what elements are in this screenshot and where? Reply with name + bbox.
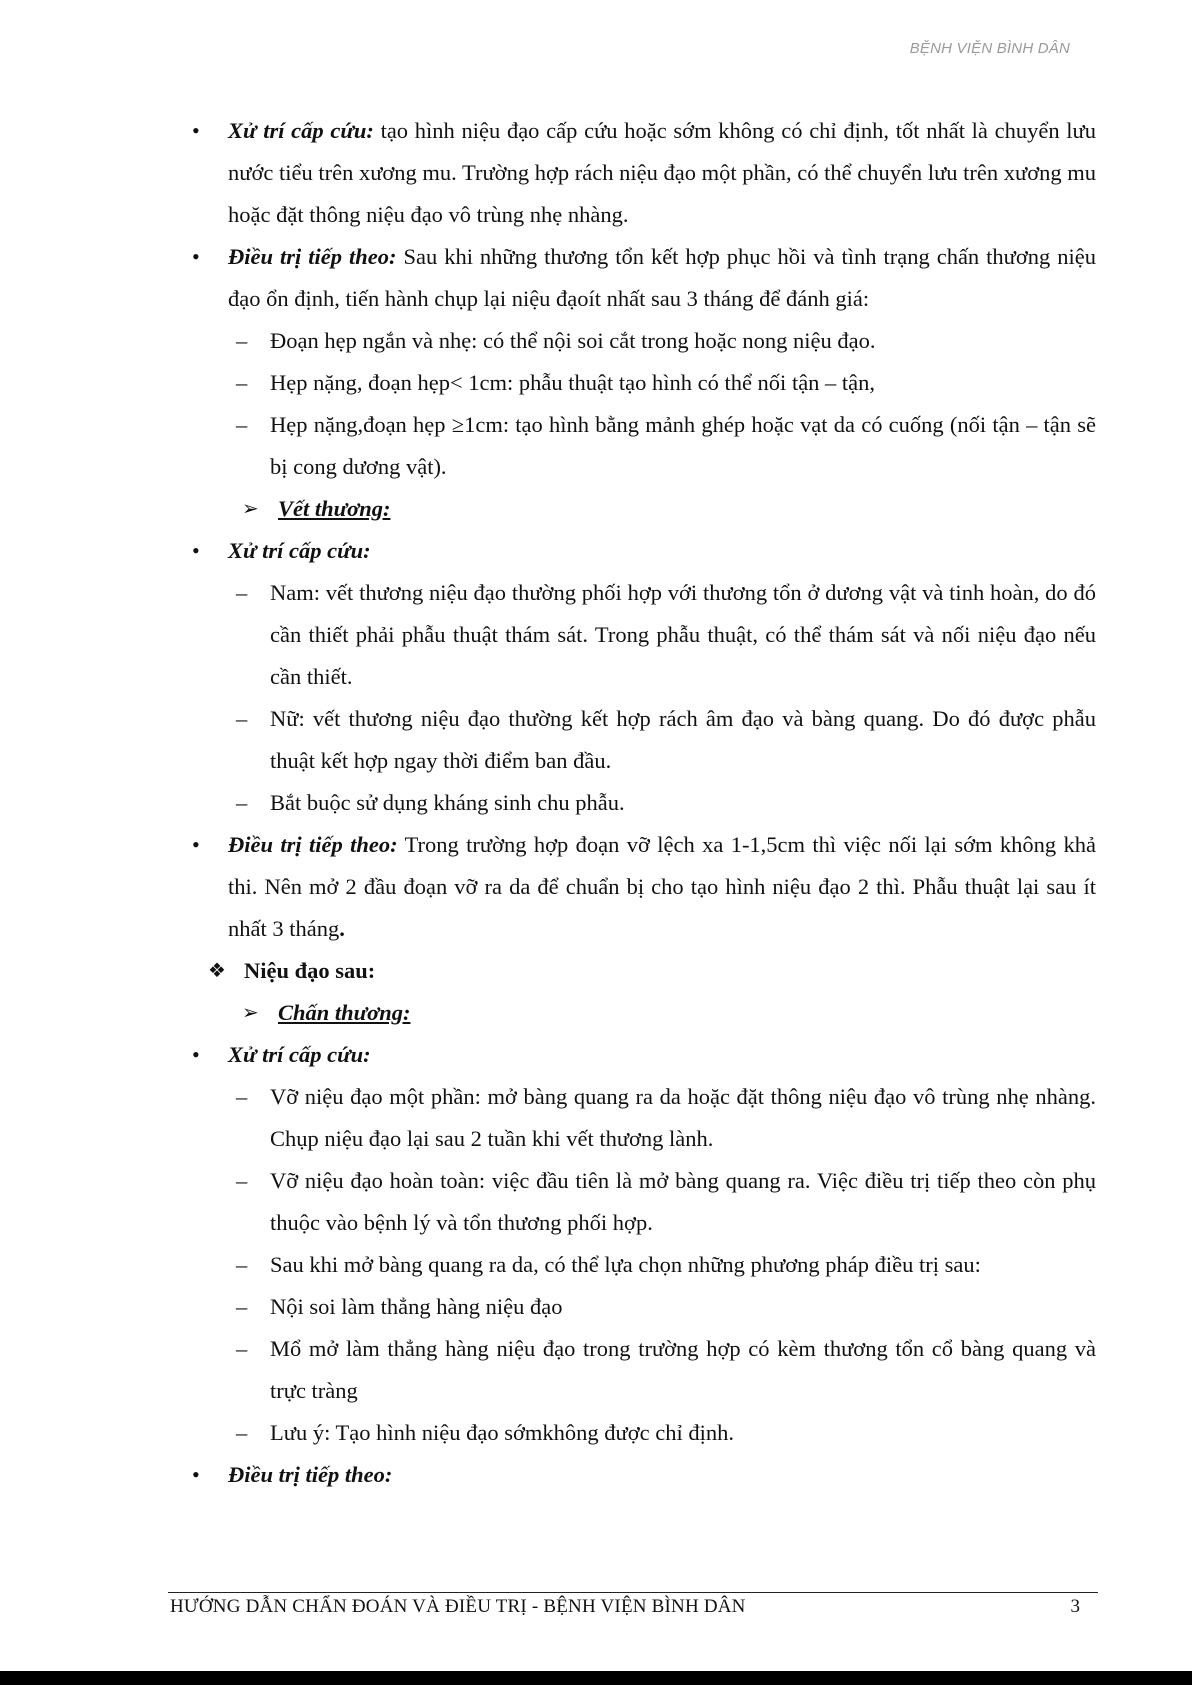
dash-item: – Hẹp nặng,đoạn hẹp ≥1cm: tạo hình bằng mảnh ghép hoặc vạt da có cuống (nối tận – tận sẽ bị cong dương vật). xyxy=(170,404,1096,488)
subsection-heading-text: Chấn thương: xyxy=(278,1000,411,1025)
footer-text: HƯỚNG DẪN CHẨN ĐOÁN VÀ ĐIỀU TRỊ - BỆNH VIỆN BÌNH DÂN xyxy=(170,1596,746,1617)
dash-item: – Vỡ niệu đạo hoàn toàn: việc đầu tiên là mở bàng quang ra. Việc điều trị tiếp theo còn phụ thuộc vào bệnh lý và tổn thương phối hợp. xyxy=(170,1160,1096,1244)
section-heading: ❖ Niệu đạo sau: xyxy=(170,950,1096,992)
bullet-text-end: . xyxy=(339,916,345,941)
dash-item: – Nữ: vết thương niệu đạo thường kết hợp rách âm đạo và bàng quang. Do đó được phẫu thuật kết hợp ngay thời điểm ban đầu. xyxy=(170,698,1096,782)
bullet-lead: Điều trị tiếp theo: xyxy=(228,244,397,269)
bullet-lead: Xử trí cấp cứu: xyxy=(228,538,371,563)
bullet-emergency-management xyxy=(170,110,1096,236)
subsection-heading xyxy=(170,992,1096,1034)
bullet-text: Sau khi những thương tổn kết hợp phục hồi và tình trạng chấn thương niệu đạo ổn định, tiến hành chụp lại niệu đạoít nhất sau 3 tháng để đánh giá: xyxy=(228,244,1096,311)
dash-item: – Lưu ý: Tạo hình niệu đạo sớmkhông được chỉ định. xyxy=(170,1412,1096,1454)
dash-item: – Đoạn hẹp ngắn và nhẹ: có thể nội soi cắt trong hoặc nong niệu đạo. xyxy=(170,320,1096,362)
dash-item: – Mổ mở làm thẳng hàng niệu đạo trong trường hợp có kèm thương tổn cổ bàng quang và trực tràng xyxy=(170,1328,1096,1412)
subsection-heading-text: Vết thương: xyxy=(278,496,391,521)
bullet-lead: Xử trí cấp cứu: xyxy=(228,1042,371,1067)
dash-item: – Bắt buộc sử dụng kháng sinh chu phẫu. xyxy=(170,782,1096,824)
subsection-heading xyxy=(170,488,1096,530)
running-head: BỆNH VIỆN BÌNH DÂN xyxy=(909,40,1070,57)
bullet-text: tạo hình niệu đạo cấp cứu hoặc sớm không có chỉ định, tốt nhất là chuyển lưu nước tiểu trên xương mu. Trường hợp rách niệu đạo một phần, có thể chuyển lưu trên xương mu hoặc đặt thông niệu đạo vô trùng nhẹ nhàng. xyxy=(228,118,1096,227)
bullet-follow-up-treatment xyxy=(170,236,1096,320)
dash-item: – Vỡ niệu đạo một phần: mở bàng quang ra da hoặc đặt thông niệu đạo vô trùng nhẹ nhàng. Chụp niệu đạo lại sau 2 tuần khi vết thương lành. xyxy=(170,1076,1096,1160)
dash-item: – Nội soi làm thẳng hàng niệu đạo xyxy=(170,1286,1096,1328)
footer-divider xyxy=(168,1592,1098,1593)
bullet-lead: Điều trị tiếp theo: xyxy=(228,1462,393,1487)
page-content xyxy=(170,110,1096,1496)
bottom-border xyxy=(0,1671,1192,1685)
page-number: 3 xyxy=(1070,1596,1080,1617)
dash-item: – Hẹp nặng, đoạn hẹp< 1cm: phẫu thuật tạo hình có thể nối tận – tận, xyxy=(170,362,1096,404)
bullet-lead: Điều trị tiếp theo: xyxy=(228,832,398,857)
bullet-emergency-management xyxy=(170,1034,1096,1076)
dash-item: – Sau khi mở bàng quang ra da, có thể lựa chọn những phương pháp điều trị sau: xyxy=(170,1244,1096,1286)
bullet-follow-up-treatment xyxy=(170,824,1096,950)
bullet-lead: Xử trí cấp cứu: xyxy=(228,118,374,143)
bullet-emergency-management xyxy=(170,530,1096,572)
bullet-text: Trong trường hợp đoạn vỡ lệch xa 1-1,5cm thì việc nối lại sớm không khả thi. Nên mở 2 đầu đoạn vỡ ra da để chuẩn bị cho tạo hình niệu đạo 2 thì. Phẫu thuật lại sau ít nhất 3 tháng xyxy=(228,832,1096,941)
bullet-follow-up-treatment xyxy=(170,1454,1096,1496)
dash-item: – Nam: vết thương niệu đạo thường phối hợp với thương tổn ở dương vật và tinh hoàn, do đó cần thiết phải phẫu thuật thám sát. Trong phẫu thuật, có thể thám sát và nối niệu đạo nếu cần thiết. xyxy=(170,572,1096,698)
